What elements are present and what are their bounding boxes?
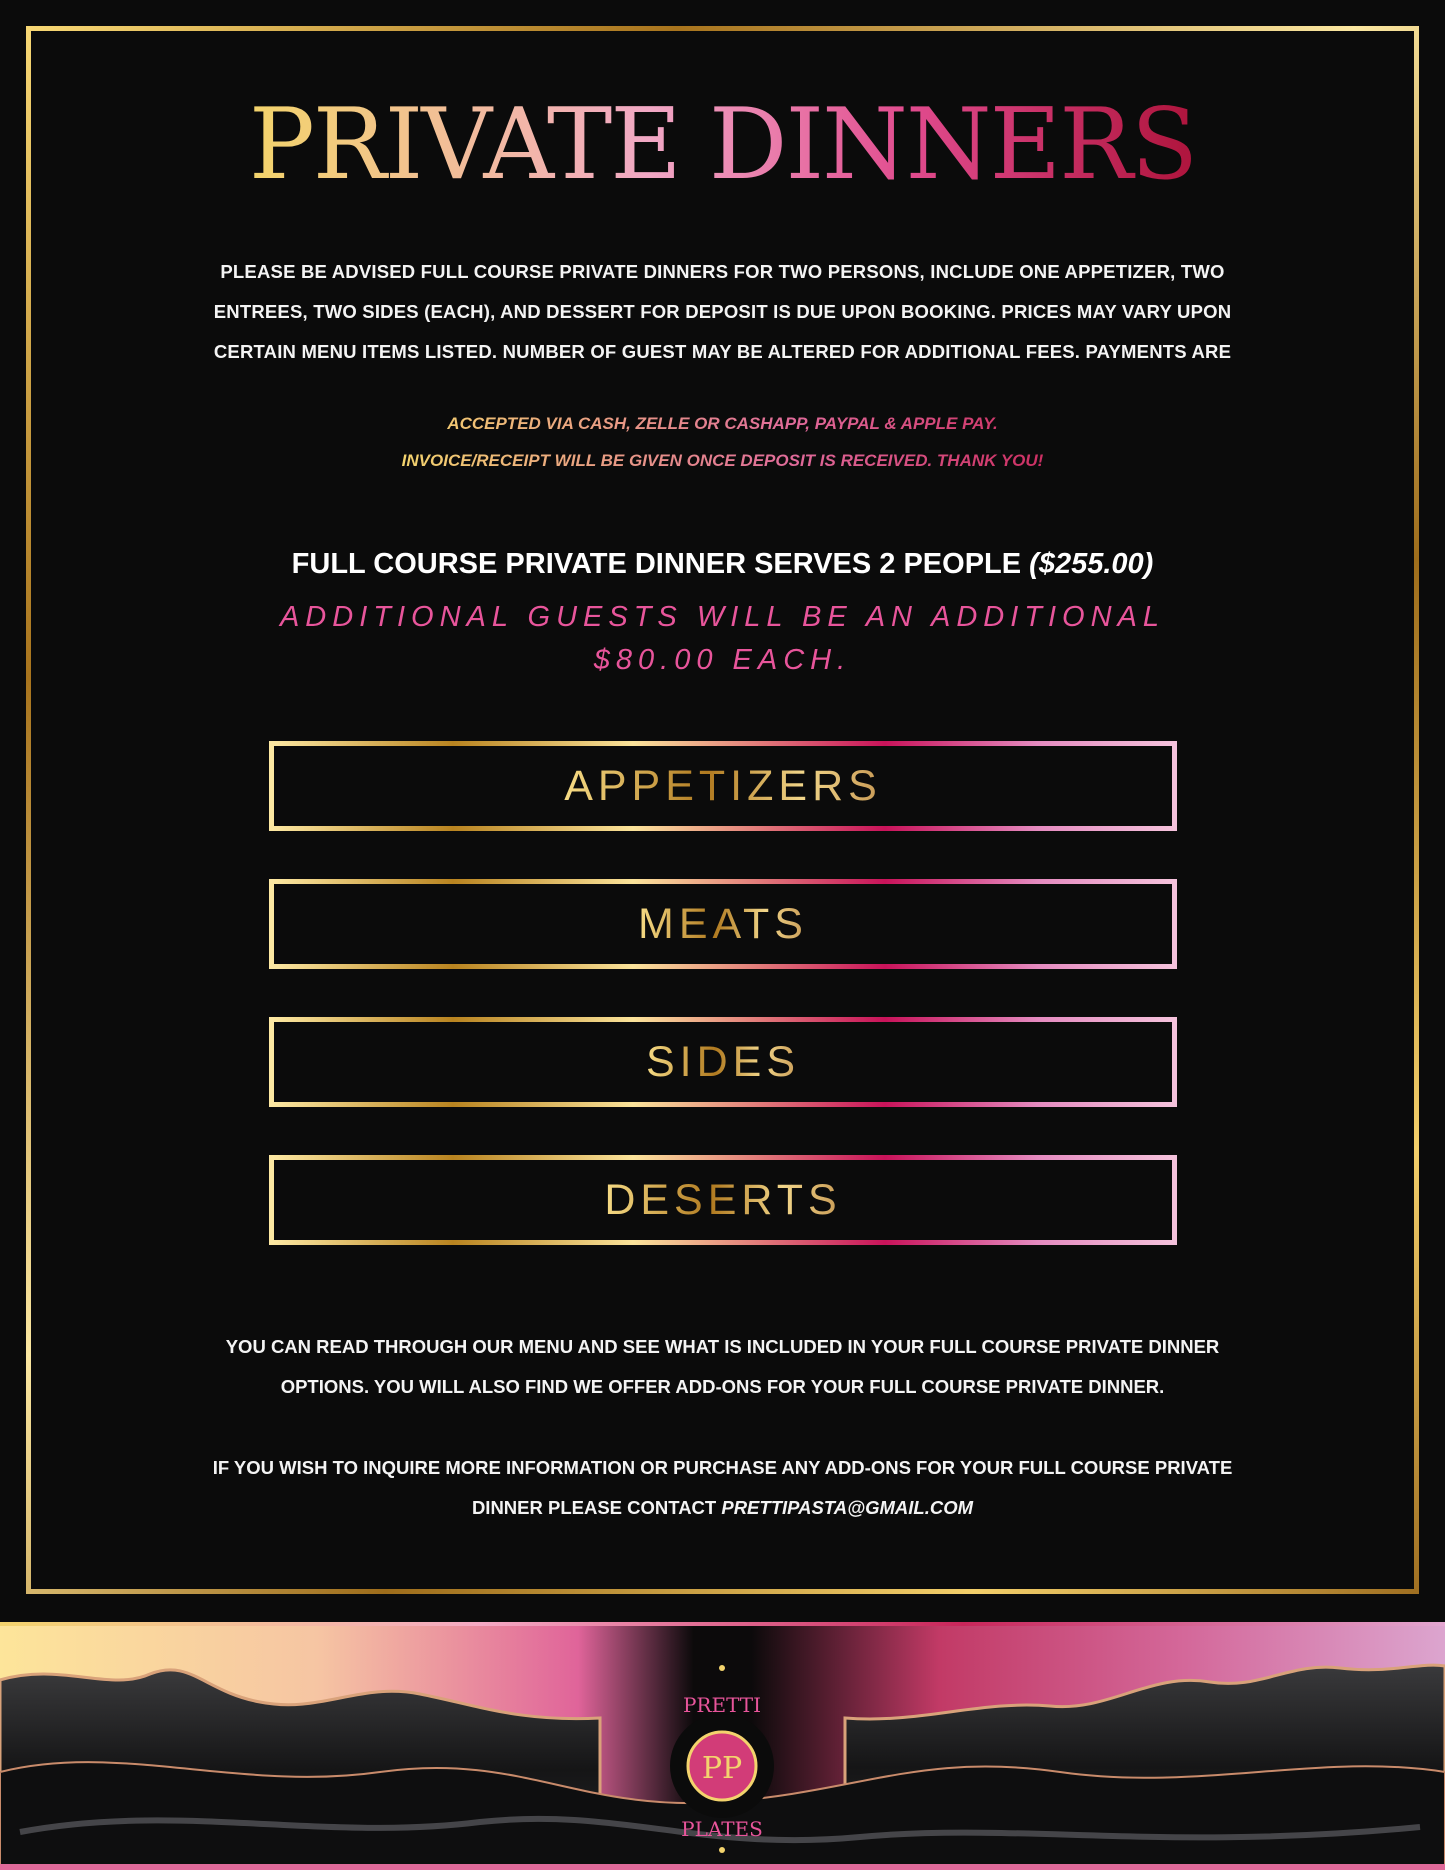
intro-text: PLEASE BE ADVISED FULL COURSE PRIVATE DINNERS FOR TWO PERSONS, INCLUDE ONE APPETIZER, TWO ENTREES, TWO SIDES (EACH), AND DESSERT FOR DEPOSIT IS DUE UPON BOOKING. PRICES MAY VARY UPON CERTAIN MENU ITEMS LISTED. NUMBER OF GUEST MAY BE ALTERED FOR ADDITIONAL FEES. PAYMENTS ARE — [213, 261, 1232, 362]
logo-monogram: PP — [701, 1751, 743, 1786]
logo-bottom-word: PLATES — [681, 1817, 763, 1841]
appetizers-label: APPETIZERS — [564, 761, 882, 810]
page-title: PRIVATE DINNERS — [0, 96, 1445, 194]
payment-methods: ACCEPTED VIA CASH, ZELLE OR CASHAPP, PAYPAL & APPLE PAY. — [0, 405, 1445, 442]
logo-top-word: PRETTI — [682, 1693, 762, 1717]
contact-text — [180, 1448, 1265, 1528]
sides-button[interactable] — [269, 1017, 1177, 1107]
serves-line — [0, 548, 1445, 581]
meats-button[interactable] — [269, 879, 1177, 969]
contact-email[interactable]: PRETTIPASTA@GMAIL.COM — [721, 1497, 974, 1518]
contact-prefix: IF YOU WISH TO INQUIRE MORE INFORMATION OR PURCHASE ANY ADD-ONS FOR YOUR FULL COURSE PRIVATE DINNER PLEASE CONTACT — [212, 1457, 1233, 1518]
appetizers-button[interactable] — [269, 741, 1177, 831]
additional-guests: ADDITIONAL GUESTS WILL BE AN ADDITIONAL $80.00 EACH. — [279, 601, 1166, 676]
deserts-label: DESERTS — [604, 1175, 842, 1224]
sides-label: SIDES — [645, 1037, 801, 1086]
meats-label: MEATS — [638, 899, 808, 948]
decorative-band — [0, 1622, 1445, 1870]
band-top-line — [0, 1622, 1445, 1626]
invoice-note: INVOICE/RECEIPT WILL BE GIVEN ONCE DEPOSIT IS RECEIVED. THANK YOU! — [0, 442, 1445, 479]
pretti-plates-logo — [642, 1654, 802, 1854]
serves-text: FULL COURSE PRIVATE DINNER SERVES 2 PEOPLE — [291, 548, 1022, 580]
deserts-button[interactable] — [269, 1155, 1177, 1245]
price: ($255.00) — [1029, 548, 1154, 580]
payment-info — [0, 405, 1445, 479]
menu-info-text: YOU CAN READ THROUGH OUR MENU AND SEE WHAT IS INCLUDED IN YOUR FULL COURSE PRIVATE DINNER OPTIONS. YOU WILL ALSO FIND WE OFFER ADD-ONS FOR YOUR FULL COURSE PRIVATE DINNER. — [225, 1336, 1220, 1397]
